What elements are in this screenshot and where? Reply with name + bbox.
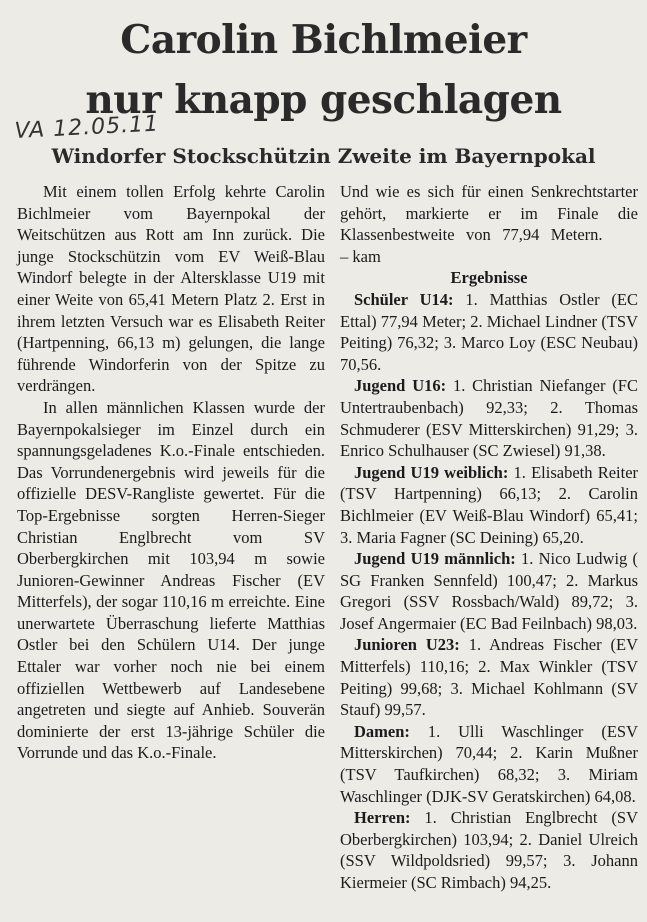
result-item: [340, 634, 638, 720]
result-text: 1. Christian Englbrecht (SV Oberbergkirchen) 103,94; 2. Daniel Ulreich (SSV Wildpoldsried) 99,57; 3. Johann Kiermeier (SC Rimbach) 94,25.: [340, 808, 638, 892]
result-item: [340, 548, 638, 634]
handwritten-note: VA 12.05.11: [14, 111, 160, 144]
result-category: Junioren U23:: [354, 635, 460, 655]
results-title: Ergebnisse: [450, 268, 528, 288]
article-column-left: [17, 181, 325, 764]
headline-line-2: nur knapp geschlagen: [85, 77, 562, 123]
result-item: [340, 721, 638, 807]
result-category: Jugend U16:: [354, 376, 447, 396]
result-text: 1. Christian Niefanger (FC Untertraubenbach) 92,33; 2. Thomas Schmuderer (ESV Mitterskirchen) 91,29; 3. Enrico Schulhauser (SC Zwiesel) 91,38.: [340, 376, 638, 461]
article-paragraph-3: [340, 181, 638, 267]
subheadline: Windorfer Stockschützin Zweite im Bayernpokal: [51, 144, 596, 168]
result-text: 1. Ulli Waschlinger (ESV Mitterskirchen) 70,44; 2. Karin Mußner (TSV Taufkirchen) 68,32; 3. Miriam Waschlinger (DJK-SV Geratskirchen) 64,08.: [340, 721, 638, 806]
result-category: Damen:: [354, 721, 410, 741]
headline-line-1: Carolin Bichlmeier: [120, 17, 527, 63]
result-category: Schüler U14:: [354, 289, 454, 309]
result-text: 1. Andreas Fischer (EV Mitterfels) 110,16; 2. Max Winkler (TSV Peiting) 99,68; 3. Michael Kohlmann (SV Stauf) 99,57.: [340, 635, 638, 720]
result-category: Jugend U19 weiblich:: [354, 462, 509, 482]
result-item: [340, 289, 638, 375]
result-category: Herren:: [354, 808, 411, 828]
article-paragraph-2: In allen männlichen Klassen wurde der Bayernpokalsieger im Einzel durch ein spannungsgeladenes K.o.-Finale entschieden. Das Vorrundenergebnis wird jeweils für die offizielle DESV-Rangliste gewertet. Für die Top-Ergebnisse sorgten Herren-Sieger Christian Englbrecht vom SV Oberbergkirchen mit 103,94 m sowie Junioren-Gewinner Andreas Fischer (EV Mitterfels), der sogar 110,16 m erreichte. Eine unerwartete Überraschung lieferte Matthias Ostler bei den Schülern U14. Der junge Ettaler war vorher noch nie bei einem offiziellen Wettbewerb auf Landesebene angetreten und siegte auf Anhieb. Souverän dominierte der erst 13-jährige Schüler die Vorrunde und das K.o.-Finale.: [17, 397, 325, 763]
article-column-right: [340, 181, 638, 894]
result-text: 1. Elisabeth Reiter (TSV Hartpenning) 66,13; 2. Carolin Bichlmeier (EV Weiß-Blau Windorf) 65,41; 3. Maria Fagner (SC Deining) 65,20.: [340, 462, 639, 547]
result-text: 1. Matthias Ostler (EC Ettal) 77,94 Meter; 2. Michael Lindner (TSV Peiting) 76,32; 3. Marco Loy (ESC Neubau) 70,56.: [340, 289, 639, 374]
author-signature: – kam: [340, 246, 381, 266]
article-paragraph-1: Mit einem tollen Erfolg kehrte Carolin Bichlmeier vom Bayernpokal der Weitschützen aus Rott am Inn zurück. Die junge Stockschützin vom EV Weiß-Blau Windorf belegte in der Altersklasse U19 mit einer Weite von 65,41 Metern Platz 2. Erst in ihrem letzten Versuch war es Elisabeth Reiter (Hartpenning, 66,13 m) gelungen, die lange führende Windorferin von der Spitze zu verdrängen.: [17, 182, 325, 396]
results-list: [340, 289, 638, 894]
result-item: [340, 462, 638, 548]
result-category: Jugend U19 männlich:: [354, 549, 516, 569]
result-item: [340, 375, 638, 461]
result-item: [340, 807, 638, 893]
result-text: 1. Nico Ludwig ( SG Franken Sennfeld) 100,47; 2. Markus Gregori (SSV Rossbach/Wald) 89,72; 3. Josef Angermaier (EC Bad Feilnbach) 98,03.: [340, 549, 639, 633]
article-paragraph-3-text: Und wie es sich für einen Senkrechtstarter gehört, markierte er im Finale die Klassenbestweite von 77,94 Metern.: [340, 182, 638, 245]
